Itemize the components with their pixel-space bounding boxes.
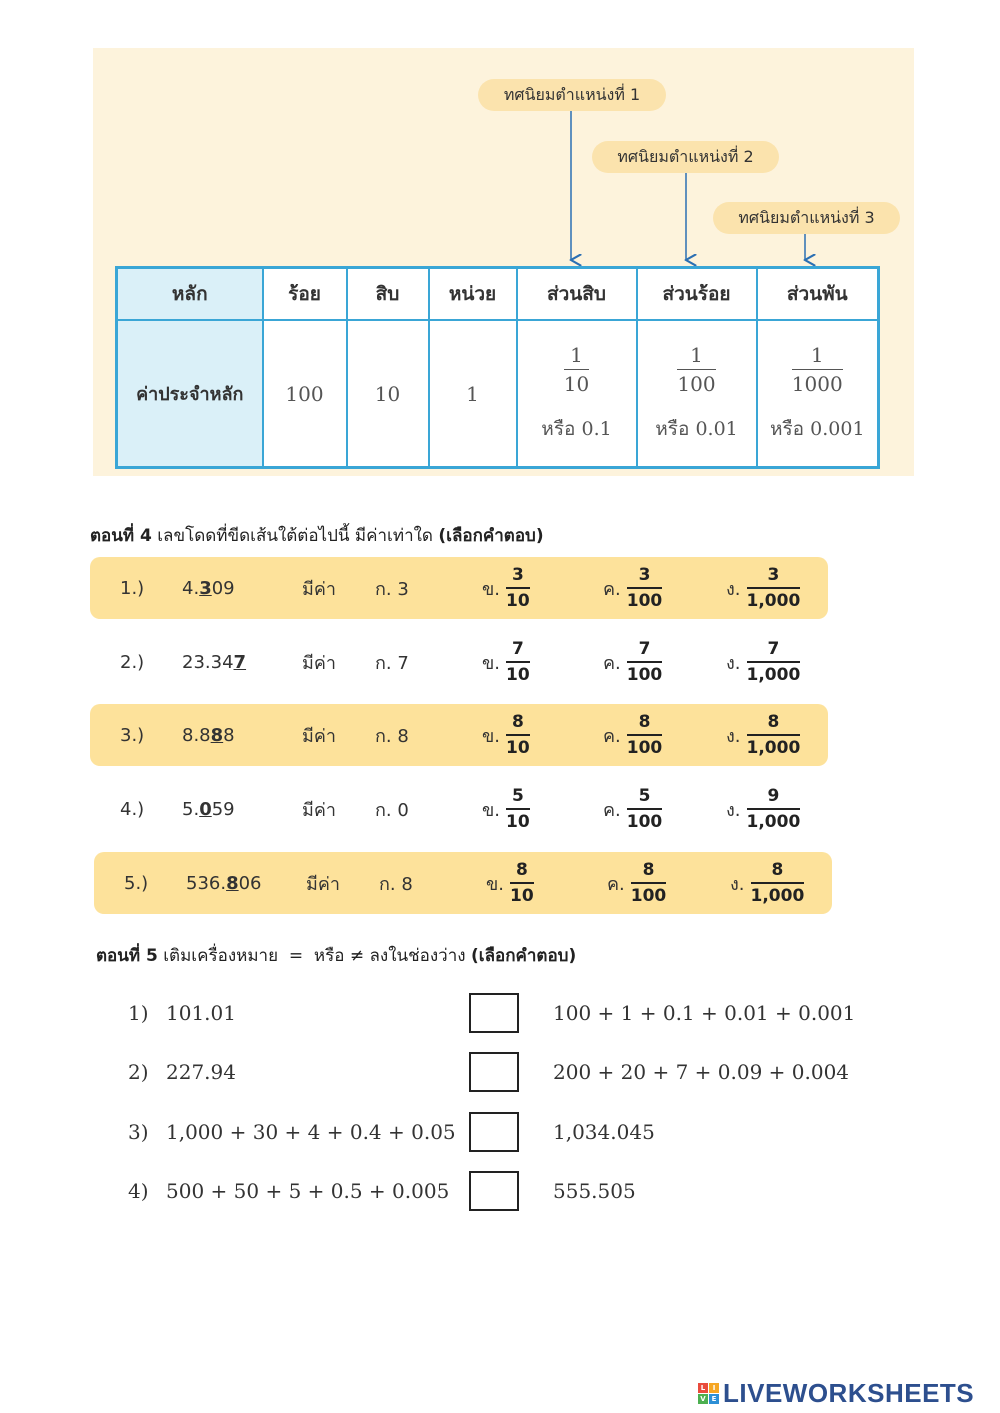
has-value-label: มีค่า xyxy=(302,652,337,674)
fraction-bar xyxy=(506,808,530,810)
decimal-equivalent xyxy=(758,414,878,444)
denominator: 1,000 xyxy=(750,886,805,906)
option-prefix: ง. xyxy=(726,652,741,674)
answer-box[interactable] xyxy=(469,1052,519,1092)
fraction xyxy=(627,712,663,758)
denominator: 1,000 xyxy=(746,812,801,832)
numerator: 1 xyxy=(690,343,703,367)
fraction xyxy=(506,712,530,758)
compare-index: 2) xyxy=(128,1060,149,1084)
fraction xyxy=(564,343,589,396)
fraction-bar xyxy=(677,369,715,370)
decimal-number xyxy=(182,704,235,766)
option-b[interactable] xyxy=(486,852,534,914)
section5-title xyxy=(96,942,576,969)
option-prefix: ข. xyxy=(482,799,501,821)
fraction xyxy=(631,860,667,906)
underlined-digit: 8 xyxy=(226,872,239,894)
section4-title xyxy=(90,522,544,549)
left-expression: 1,000 + 30 + 4 + 0.4 + 0.05 xyxy=(166,1120,456,1144)
denominator: 10 xyxy=(506,812,530,832)
header-ones: หน่วย xyxy=(429,268,517,321)
numerator: 3 xyxy=(638,565,651,585)
callout-decimal-1: ทศนิยมตำแหน่งที่ 1 xyxy=(478,79,666,111)
decimal-equivalent xyxy=(518,414,636,444)
logo-mark-icon: L I V E xyxy=(698,1383,719,1404)
fraction-bar xyxy=(627,808,663,810)
option-prefix: ค. xyxy=(603,652,621,674)
right-expression: 100 + 1 + 0.1 + 0.01 + 0.001 xyxy=(553,1001,856,1025)
option-prefix: ง. xyxy=(726,799,741,821)
header-hundredths: ส่วนร้อย xyxy=(637,268,757,321)
digits-before: 8.8 xyxy=(182,724,211,746)
numerator: 8 xyxy=(511,712,524,732)
numerator: 5 xyxy=(638,786,651,806)
question-number: 1.) xyxy=(120,577,145,599)
option-prefix: ง. xyxy=(726,578,741,600)
compare-row xyxy=(128,993,856,1033)
option-prefix: ง. xyxy=(730,873,745,895)
table-value-row xyxy=(117,320,879,468)
liveworksheets-logo xyxy=(698,1378,974,1409)
value-thousandths xyxy=(757,320,879,468)
section4-title-text: เลขโดดที่ขีดเส้นใต้ต่อไปนี้ มีค่าเท่าใด xyxy=(157,526,433,546)
numerator: 9 xyxy=(767,786,780,806)
fraction xyxy=(747,565,801,611)
decimal-value: 0.1 xyxy=(581,418,612,440)
question-number: 3.) xyxy=(120,724,145,746)
section5-title-text: เติมเครื่องหมาย = หรือ ≠ ลงในช่องว่าง xyxy=(163,946,466,966)
callout-decimal-3: ทศนิยมตำแหน่งที่ 3 xyxy=(713,202,900,234)
option-d[interactable] xyxy=(730,852,804,914)
right-expression: 200 + 20 + 7 + 0.09 + 0.004 xyxy=(553,1060,850,1084)
option-prefix: ง. xyxy=(726,725,741,747)
value-ones: 1 xyxy=(429,320,517,468)
digits-before: 5. xyxy=(182,798,200,820)
option-c[interactable] xyxy=(607,852,666,914)
fraction xyxy=(747,712,801,758)
digits-before: 4. xyxy=(182,577,200,599)
decimal-number xyxy=(186,852,262,914)
fraction-bar xyxy=(506,661,530,663)
underlined-digit: 7 xyxy=(233,651,247,673)
question-number: 4.) xyxy=(120,798,145,820)
fraction xyxy=(506,639,530,685)
fraction-bar xyxy=(627,734,663,736)
option-b[interactable] xyxy=(482,557,530,619)
numerator: 8 xyxy=(771,860,784,880)
option-a[interactable]: ก. 8 xyxy=(375,725,409,747)
option-prefix: ค. xyxy=(603,725,621,747)
fraction xyxy=(677,343,715,396)
digits-after: 06 xyxy=(238,872,262,894)
value-hundreds: 100 xyxy=(263,320,347,468)
section5-title-suffix: (เลือกคำตอบ) xyxy=(470,946,577,966)
fraction xyxy=(792,343,843,396)
fraction-bar xyxy=(510,882,534,884)
option-c[interactable] xyxy=(603,631,662,693)
section5-title-bold: ตอนที่ 5 xyxy=(96,946,158,966)
fraction xyxy=(747,786,801,832)
decimal-number xyxy=(182,631,246,693)
compare-index: 1) xyxy=(128,1001,149,1025)
denominator: 10 xyxy=(506,665,530,685)
right-expression: 555.505 xyxy=(553,1179,636,1203)
fraction-bar xyxy=(747,808,801,810)
decimal-equivalent xyxy=(638,414,756,444)
fraction-bar xyxy=(627,661,663,663)
value-tens: 10 xyxy=(347,320,429,468)
denominator: 100 xyxy=(630,886,667,906)
question-row xyxy=(94,852,832,914)
fraction xyxy=(751,860,805,906)
digits-before: 536. xyxy=(186,872,227,894)
option-c[interactable] xyxy=(603,557,662,619)
numerator: 8 xyxy=(638,712,651,732)
compare-row xyxy=(128,1052,848,1092)
numerator: 7 xyxy=(638,639,651,659)
fraction xyxy=(747,639,801,685)
or-word: หรือ xyxy=(655,418,690,440)
fraction xyxy=(506,786,530,832)
or-word: หรือ xyxy=(769,418,805,440)
option-a[interactable]: ก. 8 xyxy=(379,873,413,895)
underlined-digit: 3 xyxy=(199,577,212,599)
option-a[interactable]: ก. 0 xyxy=(375,799,409,821)
fraction-bar xyxy=(627,587,663,589)
denominator: 1000 xyxy=(791,372,843,396)
option-prefix: ข. xyxy=(482,725,501,747)
decimal-value: 0.001 xyxy=(810,418,865,440)
fraction-bar xyxy=(631,882,667,884)
option-a[interactable]: ก. 3 xyxy=(375,578,409,600)
option-b[interactable] xyxy=(482,704,530,766)
denominator: 1,000 xyxy=(746,591,801,611)
header-place: หลัก xyxy=(117,268,263,321)
header-hundreds: ร้อย xyxy=(263,268,347,321)
question-row xyxy=(90,631,828,693)
compare-row xyxy=(128,1112,848,1152)
fraction-bar xyxy=(506,587,530,589)
digits-before: 23.34 xyxy=(182,651,234,673)
digits-after: 8 xyxy=(223,724,235,746)
fraction-bar xyxy=(747,587,801,589)
question-number: 2.) xyxy=(120,651,145,673)
value-hundredths xyxy=(637,320,757,468)
fraction-bar xyxy=(747,661,801,663)
option-d[interactable] xyxy=(726,778,800,840)
option-b[interactable] xyxy=(482,778,530,840)
option-d[interactable] xyxy=(726,631,800,693)
option-a[interactable]: ก. 7 xyxy=(375,652,409,674)
fraction xyxy=(510,860,534,906)
numerator: 8 xyxy=(515,860,528,880)
numerator: 5 xyxy=(511,786,524,806)
question-row xyxy=(90,778,828,840)
has-value-label: มีค่า xyxy=(302,725,337,747)
has-value-label: มีค่า xyxy=(306,873,341,895)
question-row xyxy=(90,557,828,619)
fraction-bar xyxy=(792,369,843,370)
option-prefix: ค. xyxy=(607,873,625,895)
option-prefix: ค. xyxy=(603,578,621,600)
denominator: 100 xyxy=(626,665,663,685)
option-prefix: ข. xyxy=(482,578,501,600)
question-row xyxy=(90,704,828,766)
numerator: 7 xyxy=(767,639,780,659)
denominator: 100 xyxy=(626,812,663,832)
callout-decimal-2: ทศนิยมตำแหน่งที่ 2 xyxy=(592,141,779,173)
value-tenths xyxy=(517,320,637,468)
denominator: 100 xyxy=(677,372,716,396)
answer-box[interactable] xyxy=(469,1112,519,1152)
fraction-bar xyxy=(747,734,801,736)
has-value-label: มีค่า xyxy=(302,799,337,821)
numerator: 8 xyxy=(642,860,655,880)
denominator: 1,000 xyxy=(746,738,801,758)
denominator: 100 xyxy=(626,738,663,758)
place-value-table xyxy=(115,266,880,469)
fraction-bar xyxy=(751,882,805,884)
option-d[interactable] xyxy=(726,704,800,766)
digits-after: 59 xyxy=(211,798,235,820)
decimal-number xyxy=(182,557,235,619)
table-header-row xyxy=(117,268,879,321)
section4-title-bold: ตอนที่ 4 xyxy=(90,526,152,546)
denominator: 10 xyxy=(510,886,534,906)
compare-index: 4) xyxy=(128,1179,149,1203)
numerator: 1 xyxy=(810,343,824,367)
numerator: 8 xyxy=(767,712,780,732)
fraction xyxy=(627,565,663,611)
fraction xyxy=(506,565,530,611)
underlined-digit: 0 xyxy=(199,798,212,820)
has-value-label: มีค่า xyxy=(302,578,337,600)
option-prefix: ข. xyxy=(486,873,505,895)
underlined-digit: 8 xyxy=(210,724,224,746)
row-label: ค่าประจำหลัก xyxy=(117,320,263,468)
decimal-value: 0.01 xyxy=(695,418,738,440)
numerator: 3 xyxy=(767,565,780,585)
fraction-bar xyxy=(564,369,589,370)
answer-box[interactable] xyxy=(469,1171,519,1211)
numerator: 1 xyxy=(570,343,583,367)
compare-row xyxy=(128,1171,848,1211)
answer-box[interactable] xyxy=(469,993,519,1033)
fraction xyxy=(627,786,663,832)
or-word: หรือ xyxy=(541,418,576,440)
numerator: 3 xyxy=(511,565,524,585)
section4-title-suffix: (เลือกคำตอบ) xyxy=(438,526,544,546)
option-b[interactable] xyxy=(482,631,530,693)
denominator: 10 xyxy=(563,372,590,396)
option-d[interactable] xyxy=(726,557,800,619)
denominator: 10 xyxy=(506,738,530,758)
decimal-number xyxy=(182,778,235,840)
numerator: 7 xyxy=(511,639,524,659)
header-tenths: ส่วนสิบ xyxy=(517,268,637,321)
denominator: 100 xyxy=(626,591,663,611)
fraction-bar xyxy=(506,734,530,736)
header-thousandths: ส่วนพัน xyxy=(757,268,879,321)
logo-text: LIVEWORKSHEETS xyxy=(723,1378,975,1408)
digits-after: 09 xyxy=(211,577,235,599)
question-number: 5.) xyxy=(124,872,149,894)
option-prefix: ค. xyxy=(603,799,621,821)
left-expression: 101.01 xyxy=(166,1001,236,1025)
option-prefix: ข. xyxy=(482,652,501,674)
compare-index: 3) xyxy=(128,1120,149,1144)
option-c[interactable] xyxy=(603,778,662,840)
denominator: 10 xyxy=(506,591,530,611)
fraction xyxy=(627,639,663,685)
left-expression: 227.94 xyxy=(166,1060,236,1084)
left-expression: 500 + 50 + 5 + 0.5 + 0.005 xyxy=(166,1179,450,1203)
header-tens: สิบ xyxy=(347,268,429,321)
option-c[interactable] xyxy=(603,704,662,766)
right-expression: 1,034.045 xyxy=(553,1120,655,1144)
denominator: 1,000 xyxy=(746,665,801,685)
